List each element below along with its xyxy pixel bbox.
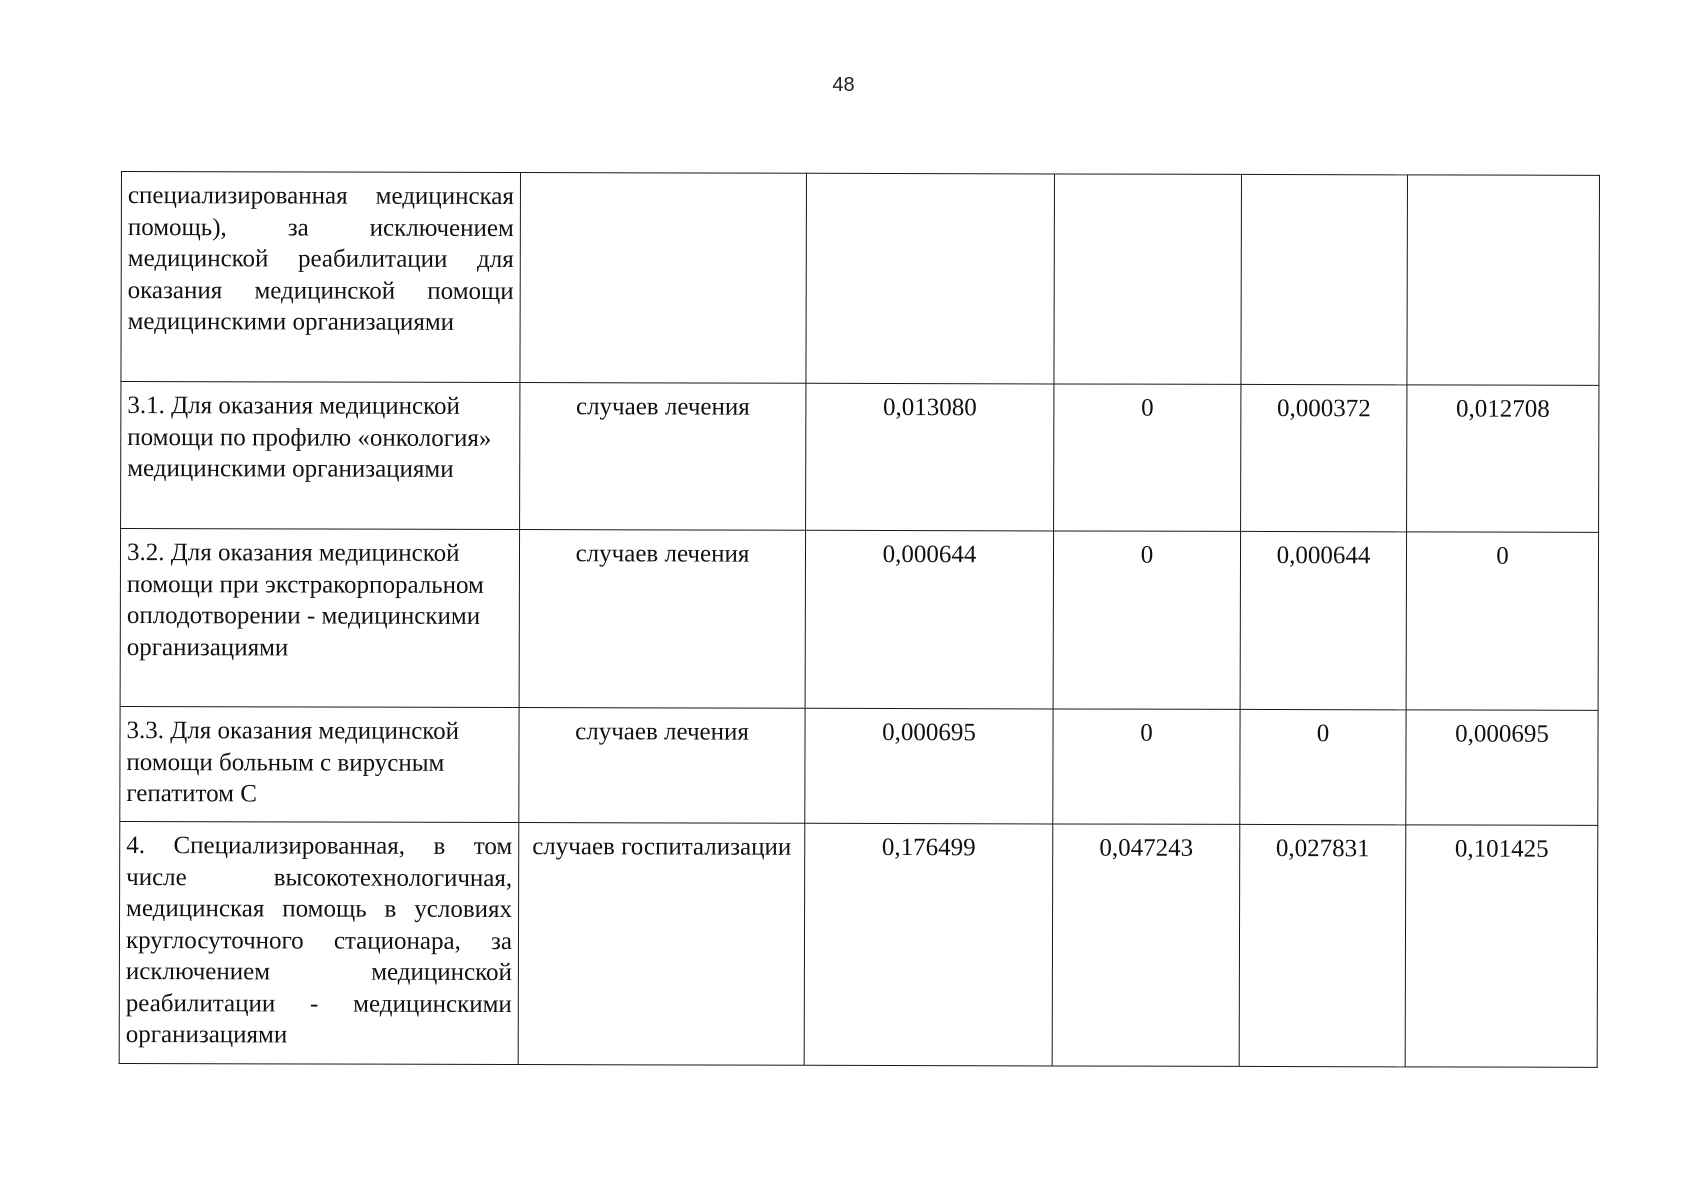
row-value-cell-4: 0 <box>1406 532 1598 711</box>
row-value-cell-3: 0,000372 <box>1241 384 1407 531</box>
row-name-cell: специализированная медицинская помощь), за исключением медицинской реабилитации для оказания медицинской помощи медицинскими организациями <box>121 172 521 383</box>
row-unit-cell: случаев лечения <box>520 383 806 531</box>
row-value-cell-2: 0,047243 <box>1052 824 1240 1066</box>
row-value-cell-4 <box>1407 175 1600 386</box>
row-value-cell-2: 0 <box>1054 384 1241 531</box>
row-value-cell-1: 0,000644 <box>805 530 1053 709</box>
row-name-cell: 3.1. Для оказания медицинской помощи по профилю «онкология» медицинскими организациями <box>121 382 520 530</box>
table-row <box>119 821 1598 1067</box>
row-unit-cell: случаев лечения <box>519 530 805 709</box>
row-value-cell-1 <box>806 173 1055 384</box>
row-value-cell-2 <box>1054 174 1242 384</box>
row-value-cell-4: 0,012708 <box>1407 385 1599 533</box>
row-value-cell-3: 0,027831 <box>1239 824 1406 1066</box>
table-row <box>121 172 1600 386</box>
row-value-cell-4: 0,101425 <box>1405 825 1598 1068</box>
row-value-cell-1: 0,000695 <box>805 708 1053 824</box>
row-name-cell: 3.2. Для оказания медицинской помощи при экстракорпоральном оплодотворении - медицинскими организациями <box>120 529 519 708</box>
row-value-cell-3 <box>1241 174 1408 384</box>
data-table <box>119 171 1600 1068</box>
row-value-cell-1: 0,013080 <box>806 383 1054 531</box>
row-name-cell: 4. Специализированная, в том числе высокотехнологичная, медицинская помощь в условиях круглосуточного стационара, за исключением медицинской реабилитации - медицинскими организациями <box>119 821 519 1064</box>
row-value-cell-2: 0 <box>1053 709 1240 824</box>
page-number: 48 <box>832 74 855 96</box>
row-unit-cell: случаев госпитализации <box>518 823 805 1066</box>
row-unit-cell <box>520 173 807 384</box>
row-name-cell: 3.3. Для оказания медицинской помощи больным с вирусным гепатитом С <box>120 706 519 822</box>
row-value-cell-4: 0,000695 <box>1406 710 1598 826</box>
row-value-cell-1: 0,176499 <box>804 823 1053 1066</box>
row-value-cell-2: 0 <box>1053 531 1240 709</box>
table-row <box>120 706 1598 825</box>
table-row <box>120 529 1598 711</box>
row-value-cell-3: 0 <box>1240 709 1406 824</box>
row-value-cell-3: 0,000644 <box>1240 531 1406 709</box>
table-row <box>121 382 1599 533</box>
row-unit-cell: случаев лечения <box>519 708 805 824</box>
